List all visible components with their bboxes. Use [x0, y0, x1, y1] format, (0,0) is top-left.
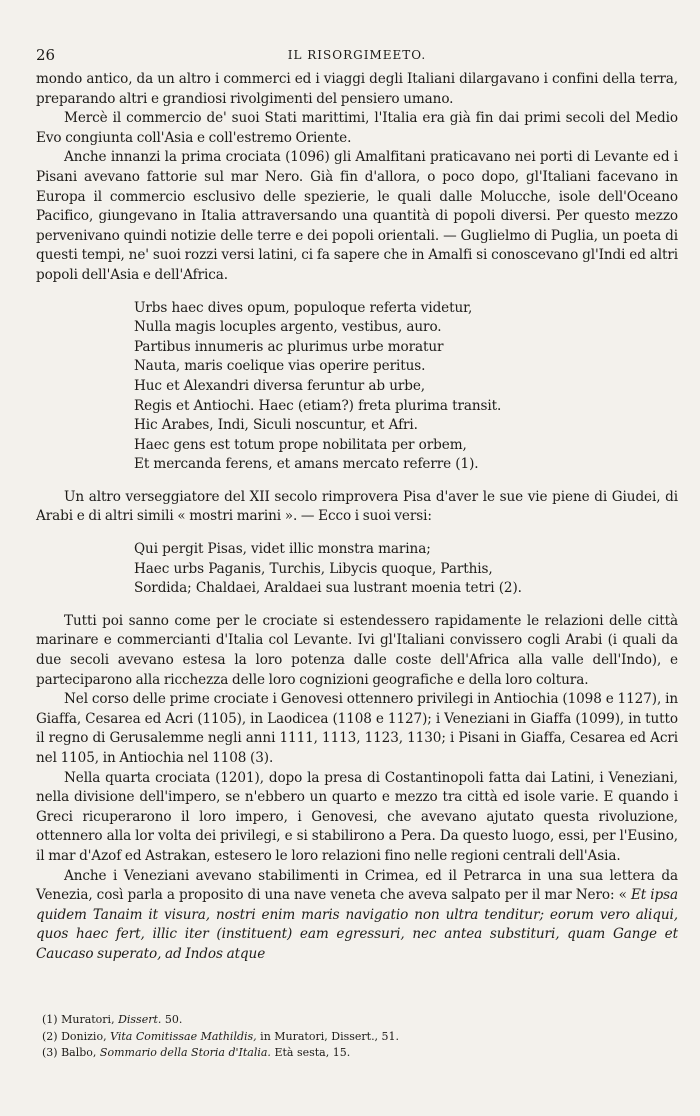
footnotes: [42, 1012, 399, 1062]
verse-line: Nauta, maris coelique vias operire peritus.: [134, 358, 426, 375]
footnote: [42, 1029, 399, 1046]
verse-line: Regis et Antiochi. Haec (etiam?) freta plurima transit.: [134, 397, 502, 414]
footnote: [42, 1045, 399, 1062]
footnote-author: Balbo,: [61, 1046, 97, 1059]
paragraph-4: Un altro verseggiatore del XII secolo rimprovera Pisa d'aver le sue vie piene di Giudei, di Arabi e di altri simili « mostri marini ». — Ecco i suoi versi:: [36, 488, 678, 525]
verse-line: Partibus innumeris ac plurimus urbe moratur: [134, 338, 444, 355]
verse-line: Huc et Alexandri diversa feruntur ab urbe,: [134, 377, 426, 394]
page-number: 26: [36, 46, 56, 64]
page-header: [36, 46, 678, 70]
paragraph-6: Nel corso delle prime crociate i Genovesi ottennero privilegi in Antiochia (1098 e 1127), in Giaffa, Cesarea ed Acri (1105), in Laodicea (1108 e 1127); i Veneziani in Giaffa (1099), in tutto il regno di Gerusalemme negli anni 1111, 1113, 1123, 1130; i Pisani in Giaffa, Cesarea ed Acri nel 1105, in Antiochia nel 1108 (3).: [36, 691, 678, 766]
footnote-title: Vita Comitissae Mathildis,: [110, 1029, 257, 1043]
footnote-rest: in Muratori, Dissert., 51.: [260, 1029, 400, 1043]
paragraph-1: mondo antico, da un altro i commerci ed i viaggi degli Italiani dilargavano i confini della terra, preparando altri e grandiosi rivolgimenti del pensiero umano.: [36, 71, 678, 107]
verse-line: Haec gens est totum prope nobilitata per orbem,: [134, 436, 467, 453]
paragraph-3: Anche innanzi la prima crociata (1096) gli Amalfitani praticavano nei porti di Levante ed i Pisani avevano fattorie sul mar Nero. Già fin d'allora, o poco dopo, gl'Italiani facevano in Europa il commercio esclusivo delle spezierie, le quali dalle Molucche, isole dell'Oceano Pacifico, giungevano in Italia attraversando una quantità di popoli diversi. Per questo mezzo pervenivano quindi notizie delle terre e dei popoli orientali. — Guglielmo di Puglia, un poeta di questi tempi, ne' suoi rozzi versi latini, ci fa sapere che in Amalfi si conoscevano gl'Indi ed altri popoli dell'Asia e dell'Africa.: [36, 149, 678, 283]
verse-line: Qui pergit Pisas, videt illic monstra marina;: [134, 541, 431, 558]
paragraph-7: Nella quarta crociata (1201), dopo la presa di Costantinopoli fatta dai Latini, i Veneziani, nella divisione dell'impero, se n'ebbero un quarto e mezzo tra città ed isole varie. E quando i Greci ricuperarono il loro impero, i Genovesi, che avevano ajutato questa rivoluzione, ottennero alla lor volta dei privilegi, e si stabilirono a Pera. Da questo luogo, essi, per l'Eusino, il mar d'Azof ed Astrakan, estesero le loro relazioni fino nelle regioni centrali dell'Asia.: [36, 769, 678, 864]
verse-line: Haec urbs Paganis, Turchis, Libycis quoque, Parthis,: [134, 560, 493, 577]
latin-verse-block-2: [134, 540, 678, 599]
footnote-author: Donizio,: [61, 1029, 107, 1043]
paragraph-5: Tutti poi sanno come per le crociate si estendessero rapidamente le relazioni delle città marinare e commercianti d'Italia col Levante. Ivi gl'Italiani convissero cogli Arabi (i quali da due secoli avevano estesa la loro potenza dalle coste dell'Africa alla valle dell'Indo), e parteciparono alla ricchezza delle loro cognizioni geografiche e della loro coltura.: [36, 612, 678, 688]
verse-line: Hic Arabes, Indi, Siculi noscuntur, et Afri.: [134, 417, 418, 434]
verse-line: Nulla magis locuples argento, vestibus, auro.: [134, 319, 442, 336]
footnote-mark: (1): [42, 1013, 58, 1026]
paragraph-8: [36, 867, 678, 965]
running-head: IL RISORGIMEETO.: [287, 48, 427, 62]
footnote-title: Dissert.: [118, 1013, 162, 1026]
petrarca-quote: Et ipsa quidem Tanaim it visura, nostri enim maris navigatio non ultra tenditur; eorum vero aliqui, quos haec fert, illic iter (instituent) eam egressuri, nec antea substituri, quam Gange et Caucaso superato, ad Indos atque: [36, 887, 678, 962]
footnote: [42, 1012, 399, 1029]
latin-verse-block-1: [134, 299, 678, 475]
paragraph-2: Mercè il commercio de' suoi Stati marittimi, l'Italia era già fin dai primi secoli del Medio Evo congiunta coll'Asia e coll'estremo Oriente.: [36, 110, 678, 146]
footnote-rest: Età sesta, 15.: [274, 1046, 351, 1059]
footnote-title: Sommario della Storia d'Italia.: [99, 1046, 271, 1059]
footnote-rest: 50.: [164, 1013, 183, 1026]
footnote-mark: (2): [42, 1029, 58, 1043]
footnote-author: Muratori,: [61, 1013, 115, 1026]
verse-line: Et mercanda ferens, et amans mercato referre (1).: [134, 456, 479, 473]
paragraph-8-text: Anche i Veneziani avevano stabilimenti in Crimea, ed il Petrarca in una sua lettera da Venezia, così parla a proposito di una nave veneta che aveva salpato per il mar Nero: «: [36, 867, 678, 904]
verse-line: Urbs haec dives opum, populoque referta videtur,: [134, 299, 473, 316]
verse-line: Sordida; Chaldaei, Araldaei sua lustrant moenia tetri (2).: [134, 580, 522, 597]
footnote-mark: (3): [42, 1046, 58, 1059]
